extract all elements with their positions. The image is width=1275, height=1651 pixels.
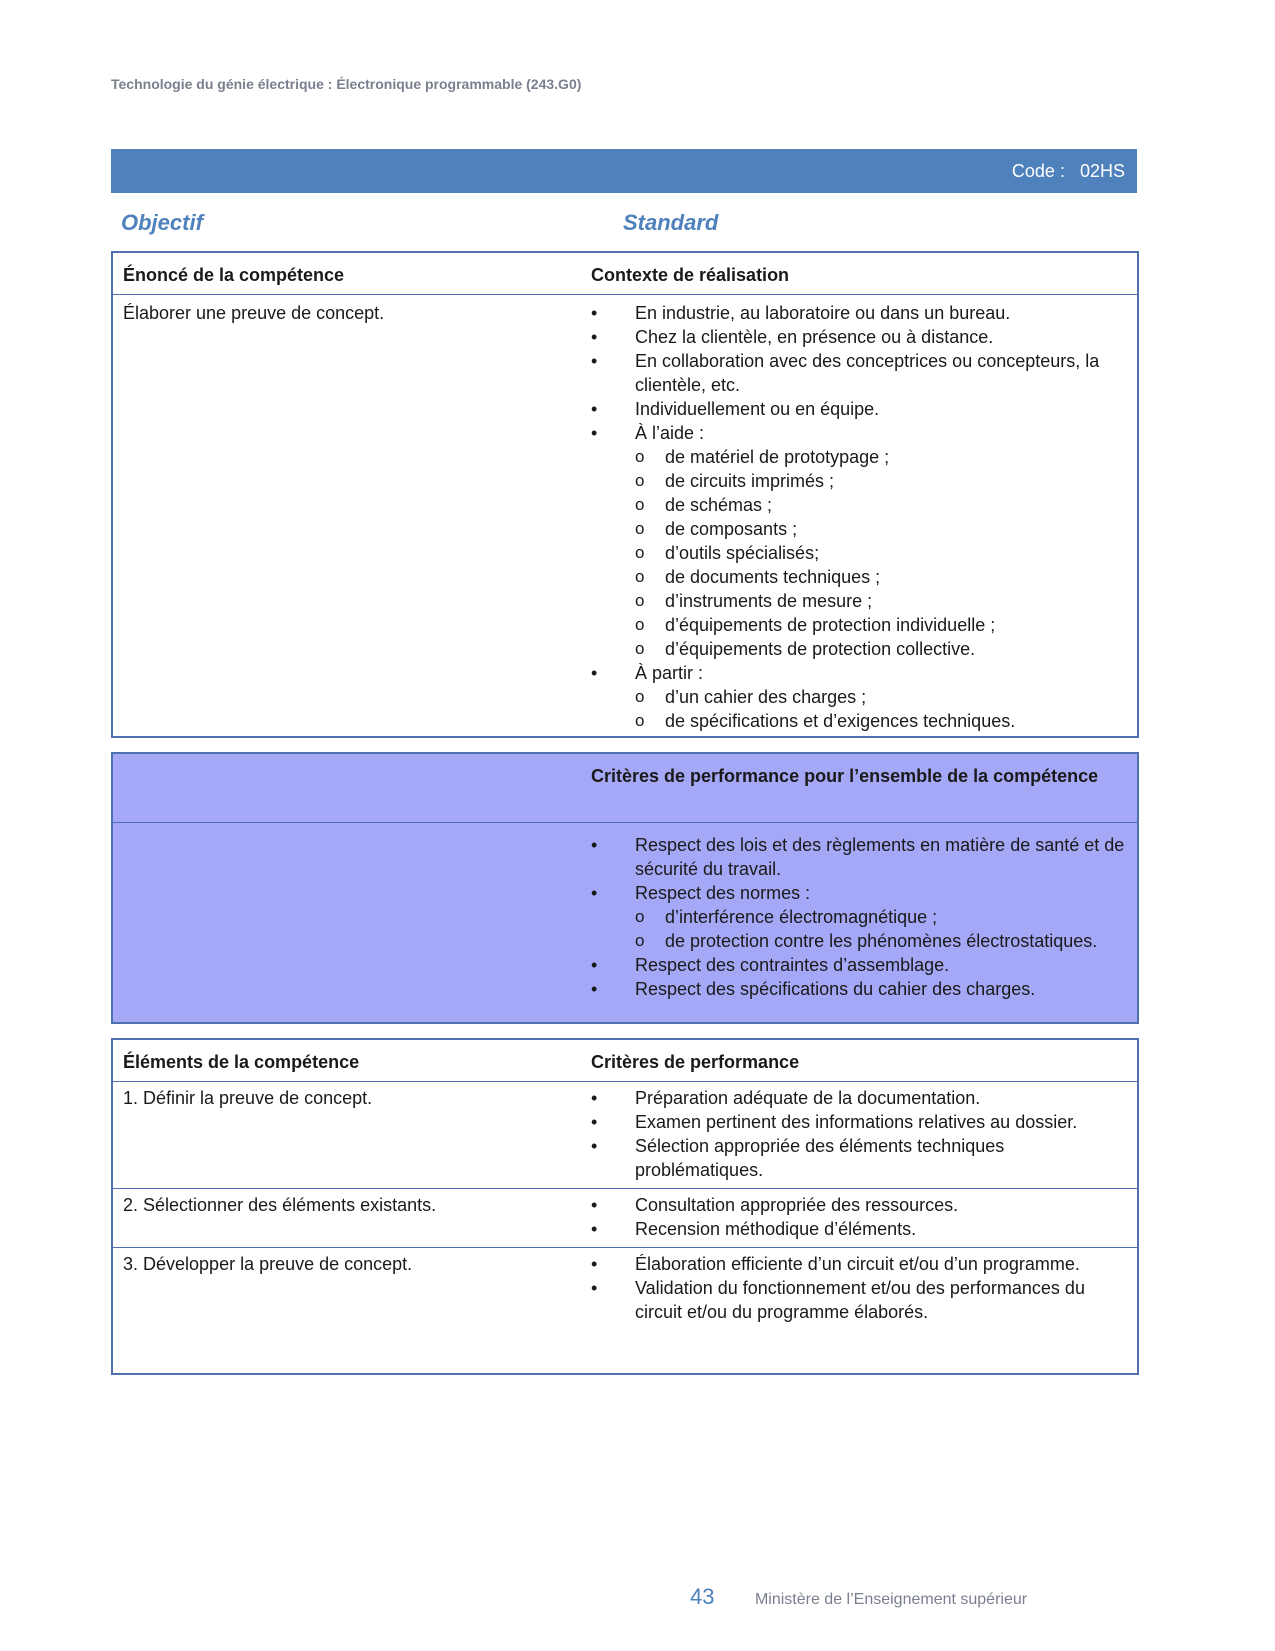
context-item-subitem: o d’instruments de mesure ;: [635, 589, 1129, 613]
context-item-subitem: o de documents techniques ;: [635, 565, 1129, 589]
element-criteria-list: [591, 1193, 1129, 1241]
context-item-subitem: o de schémas ;: [635, 493, 1129, 517]
overall-criteria-header: Critères de performance pour l’ensemble de la compétence: [591, 766, 1099, 786]
overall-criteria-item: [591, 977, 1129, 1001]
overall-criteria-item-subitem: o de protection contre les phénomènes électrostatiques.: [635, 929, 1129, 953]
element-criterion: • Sélection appropriée des éléments techniques problématiques.: [591, 1134, 1129, 1182]
context-item-subitem: o de circuits imprimés ;: [635, 469, 1129, 493]
overall-criteria-header-row: [113, 754, 1137, 822]
context-item-subitem: o de spécifications et d’exigences techniques.: [635, 709, 1129, 733]
element-criterion: • Recension méthodique d’éléments.: [591, 1217, 1129, 1241]
context-item: [591, 325, 1129, 349]
competence-statement: Élaborer une preuve de concept.: [123, 303, 385, 323]
context-list-cell: [583, 301, 1137, 733]
element-criteria-list: [591, 1086, 1129, 1182]
context-item-subitem: o d’outils spécialisés;: [635, 541, 1129, 565]
overall-criteria-list: [591, 833, 1129, 1001]
element-criterion: • Consultation appropriée des ressources.: [591, 1193, 1129, 1217]
context-item: [591, 349, 1129, 397]
element-row: [113, 1247, 1137, 1330]
overall-criteria-body-row: [113, 822, 1137, 1001]
context-item: [591, 421, 1129, 661]
heading-standard: Standard: [623, 210, 719, 235]
overall-criteria-item-text: Respect des lois et des règlements en matière de santé et de sécurité du travail.: [635, 835, 1125, 879]
elements-header: Éléments de la compétence: [123, 1052, 360, 1072]
element-criteria-cell: [583, 1252, 1137, 1324]
code-text: [1012, 161, 1125, 182]
context-list: [591, 301, 1129, 733]
context-item-sublist: [635, 445, 1129, 661]
element-criterion: • Validation du fonctionnement et/ou des performances du circuit et/ou du programme élaborés.: [591, 1276, 1129, 1324]
element-criteria-cell: [583, 1193, 1137, 1241]
context-item-subitem: o de matériel de prototypage ;: [635, 445, 1129, 469]
context-item-text: À l’aide :: [635, 423, 705, 443]
overall-criteria-item-text: Respect des normes :: [635, 883, 811, 903]
element-label: 3. Développer la preuve de concept.: [123, 1254, 413, 1274]
competence-table: [111, 251, 1139, 738]
heading-objectif: Objectif: [121, 210, 203, 235]
statement-header: Énoncé de la compétence: [123, 265, 345, 285]
code-value: 02HS: [1079, 161, 1125, 181]
elements-table: [111, 1038, 1139, 1375]
context-item-subitem: o d’équipements de protection collective.: [635, 637, 1129, 661]
element-row: [113, 1081, 1137, 1188]
overall-criteria-cell: [583, 833, 1137, 1001]
overall-criteria-item: [591, 833, 1129, 881]
overall-criteria-empty-body: [113, 833, 583, 1001]
element-criterion: • Examen pertinent des informations relatives au dossier.: [591, 1110, 1129, 1134]
running-header: Technologie du génie électrique : Électronique programmable (243.G0): [111, 76, 582, 92]
element-criterion: • Préparation adéquate de la documentation.: [591, 1086, 1129, 1110]
context-item: [591, 397, 1129, 421]
context-item-text: En industrie, au laboratoire ou dans un bureau.: [635, 303, 1011, 323]
element-label: 1. Définir la preuve de concept.: [123, 1088, 373, 1108]
code-bar: [111, 149, 1137, 193]
element-criterion: • Élaboration efficiente d’un circuit et/ou d’un programme.: [591, 1252, 1129, 1276]
ministry-name: Ministère de l’Enseignement supérieur: [754, 1591, 1028, 1608]
elements-header-row: [113, 1040, 1137, 1081]
overall-criteria-item-subitem: o d’interférence électromagnétique ;: [635, 905, 1129, 929]
elements-criteria-header: Critères de performance: [591, 1052, 800, 1072]
overall-criteria-item-text: Respect des contraintes d’assemblage.: [635, 955, 950, 975]
context-item-subitem: o de composants ;: [635, 517, 1129, 541]
element-label: 2. Sélectionner des éléments existants.: [123, 1195, 437, 1215]
context-item: [591, 661, 1129, 733]
page-footer: [690, 1584, 1027, 1610]
page-number: 43: [690, 1584, 715, 1609]
overall-criteria-item: [591, 881, 1129, 953]
overall-criteria-item-sublist: [635, 905, 1129, 953]
context-item-sublist: [635, 685, 1129, 733]
context-item-text: À partir :: [635, 663, 704, 683]
context-item-text: En collaboration avec des conceptrices ou concepteurs, la clientèle, etc.: [635, 351, 1100, 395]
context-item-text: Individuellement ou en équipe.: [635, 399, 880, 419]
element-criteria-list: [591, 1252, 1129, 1324]
competence-body-row: [113, 294, 1137, 733]
overall-criteria-table: [111, 752, 1139, 1024]
overall-criteria-empty: [113, 754, 583, 822]
code-label: Code :: [1011, 161, 1065, 181]
context-item: [591, 301, 1129, 325]
context-item-subitem: o d’équipements de protection individuelle ;: [635, 613, 1129, 637]
context-item-subitem: o d’un cahier des charges ;: [635, 685, 1129, 709]
overall-criteria-item: [591, 953, 1129, 977]
element-row: [113, 1188, 1137, 1247]
context-item-text: Chez la clientèle, en présence ou à distance.: [635, 327, 994, 347]
overall-criteria-item-text: Respect des spécifications du cahier des charges.: [635, 979, 1036, 999]
context-header: Contexte de réalisation: [591, 265, 790, 285]
competence-header-row: [113, 253, 1137, 294]
element-criteria-cell: [583, 1086, 1137, 1182]
